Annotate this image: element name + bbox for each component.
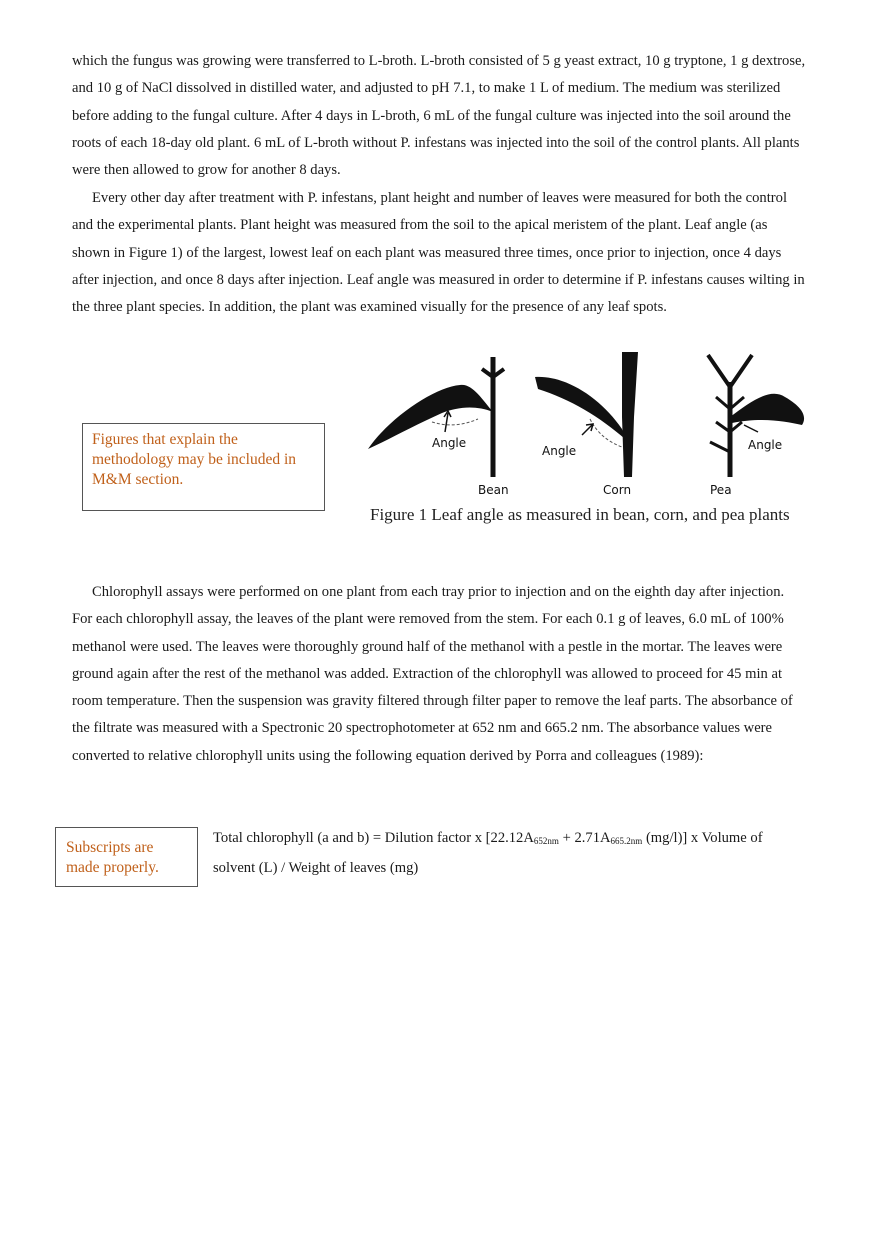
- chlorophyll-equation: [213, 825, 803, 882]
- bean-angle-label: Angle: [432, 436, 467, 450]
- pea-angle-label: Angle: [748, 438, 783, 452]
- bean-label: Bean: [478, 483, 509, 497]
- paragraph-measurements: Every other day after treatment with P. infestans, plant height and number of leaves were measured for both the control and the experimental plants. Plant height was measured from the soil to the apical meristem of the plant. Leaf angle (as shown in Figure 1) of the largest, lowest leaf on each plant was measured three times, once prior to injection, once 4 days after injection, and once 8 days after injection. Leaf angle was measured in order to determine if P. infestans causes wilting in the three plant species. In addition, the plant was examined visually for the presence of any leaf spots.: [72, 190, 805, 316]
- paragraph-medium-preparation: which the fungus was growing were transferred to L-broth. L-broth consisted of 5 g yeast extract, 10 g tryptone, 1 g dextrose, and 10 g of NaCl dissolved in distilled water, and adjusted to pH 7.1, to make 1 L of medium. The medium was sterilized before adding to the fungal culture. After 4 days in L-broth, 6 mL of the fungal culture was injected into the soil around the roots of each 18-day old plant. 6 mL of L-broth without P. infestans was injected into the soil of the control plants. All plants were then allowed to grow for another 8 days.: [72, 53, 806, 179]
- corn-angle-label: Angle: [542, 444, 577, 458]
- leaf-angle-figure: [360, 347, 815, 507]
- equation-subscript-665: 665.2nm: [610, 836, 643, 846]
- corn-plant-drawing: [535, 352, 638, 497]
- equation-part-2: + 2.71A: [558, 830, 611, 846]
- annotation-comment-figures: Figures that explain the methodology may be included in M&M section.: [82, 423, 325, 511]
- pea-label: Pea: [710, 483, 732, 497]
- annotation-comment-subscripts: Subscripts are made properly.: [55, 827, 198, 887]
- corn-label: Corn: [603, 483, 632, 497]
- pea-plant-drawing: [708, 355, 804, 497]
- equation-part-1: Total chlorophyll (a and b) = Dilution factor x [22.12A: [213, 830, 534, 846]
- figure-caption: Figure 1 Leaf angle as measured in bean, corn, and pea plants: [370, 505, 790, 524]
- bean-plant-drawing: [368, 357, 509, 497]
- equation-subscript-652: 652nm: [533, 836, 559, 846]
- paragraph-chlorophyll-assay: Chlorophyll assays were performed on one plant from each tray prior to injection and on the eighth day after injection. For each chlorophyll assay, the leaves of the plant were removed from the stem. For each 0.1 g of leaves, 6.0 mL of 100% methanol were used. The leaves were thoroughly ground half of the methanol with a pestle in the mortar. The leaves were ground again after the rest of the methanol was added. Extraction of the chlorophyll was allowed to proceed for 45 min at room temperature. Then the suspension was gravity filtered through filter paper to remove the leaf parts. The absorbance of the filtrate was measured with a Spectronic 20 spectrophotometer at 652 nm and 665.2 nm. The absorbance values were converted to relative chlorophyll units using the following equation derived by Porra and colleagues (1989):: [72, 584, 793, 764]
- equation-part-3: (mg/l)] x Volume of solvent (L) / Weight of leaves (mg): [213, 830, 763, 876]
